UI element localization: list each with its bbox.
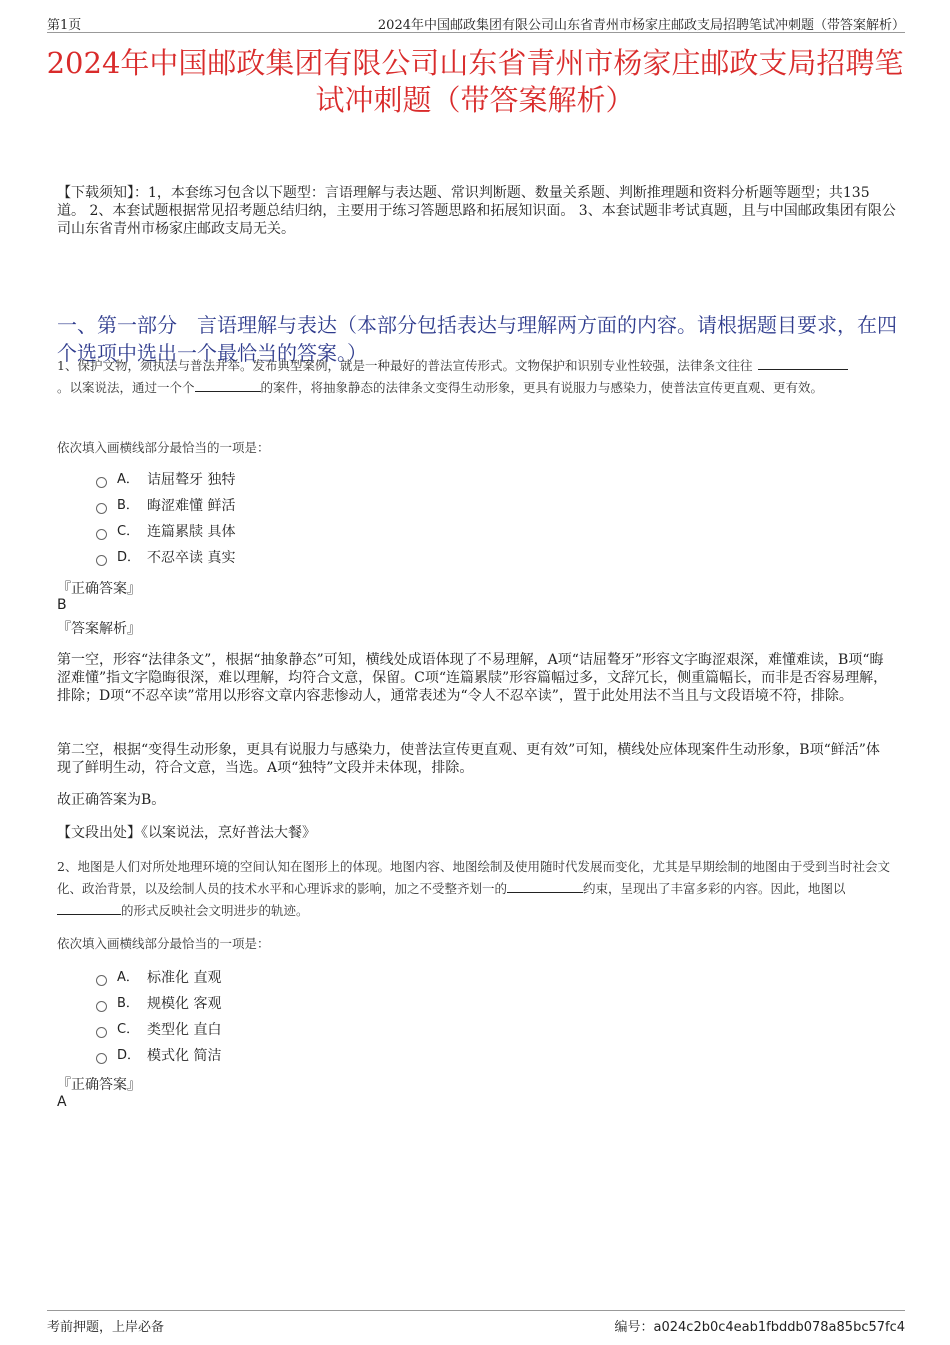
radio-button[interactable] [96,477,107,488]
radio-button[interactable] [96,1027,107,1038]
option-d[interactable]: D． 模式化 简洁 [96,1043,221,1069]
question-2-prompt: 依次填入画横线部分最恰当的一项是： [57,936,270,951]
analysis-source: 【文段出处】《以案说法，烹好普法大餐》 [57,825,316,841]
analysis-paragraph: 第一空，形容“法律条文”，根据“抽象静态”可知，横线处成语体现了不易理解，A项“诘屈聱牙”形容文字晦涩艰深，难懂难读，B项“晦涩难懂”指文字隐晦很深，难以理解，均符合文意，保留。C项“连篇累牍”形容篇幅过多，文辞冗长，侧重篇幅长，而非是否容易理解，排除；D项“不忍卒读”常用以形容文章内容悲惨动人，通常表述为“令人不忍卒读”，置于此处用法不当且与文段语境不符，排除。 [57,652,888,704]
footer-slogan: 考前押题，上岸必备 [47,1320,165,1335]
radio-button[interactable] [96,1001,107,1012]
option-a[interactable]: A． 诘屈聱牙 独特 [96,467,235,493]
page-number: 第1页 [47,18,82,33]
radio-button[interactable] [96,1053,107,1064]
section-heading: 一、第一部分 言语理解与表达（本部分包括表达与理解两方面的内容。请根据题目要求，在四个选项中选出一个最恰当的答案。） [57,313,897,365]
analysis-conclusion: 故正确答案为B。 [57,792,166,808]
question-2-text: 2、地图是人们对所处地理环境的空间认知在图形上的体现。地图内容、地图绘制及使用随时代发展而变化，尤其是早期绘制的地图由于受到当时社会文化、政治背景，以及绘制人员的技术水平和心理诉求的影响，加之不受整齐划一的 约束，呈现出了丰富多彩的内容。因此，地图以的形式反映社会文明进步的轨迹。 [57,859,890,918]
document-title: 2024年中国邮政集团有限公司山东省青州市杨家庄邮政支局招聘笔试冲刺题（带答案解析） [46,46,904,117]
option-d[interactable]: D． 不忍卒读 真实 [96,545,235,571]
option-b[interactable]: B． 晦涩难懂 鲜活 [96,493,235,519]
document-code: 编号：a024c2b0c4eab1fbddb078a85bc57fc4 [614,1320,905,1335]
fill-blank [507,879,583,893]
radio-button[interactable] [96,975,107,986]
fill-blank [758,356,848,370]
question-1-text: 1、保护文物，须执法与普法并举。发布典型案例，就是一种最好的普法宣传形式。文物保护和识别专业性较强，法律条文往往 。以案说法，通过一个个 的案件，将抽象静态的法律条文变得生动形象，更具有说服力与感染力，使普法宣传更直观、更有效。 [57,355,899,399]
option-c[interactable]: C． 连篇累牍 具体 [96,519,235,545]
analysis-label: 『答案解析』 [57,621,141,637]
radio-button[interactable] [96,529,107,540]
answer-label: 『正确答案』 [57,581,141,597]
page-header [47,12,905,33]
correct-answer: A [57,1094,67,1110]
option-c[interactable]: C． 类型化 直白 [96,1017,221,1043]
header-doc-title: 2024年中国邮政集团有限公司山东省青州市杨家庄邮政支局招聘笔试冲刺题（带答案解析） [377,18,905,33]
option-b[interactable]: B． 规模化 客观 [96,991,221,1017]
radio-button[interactable] [96,555,107,566]
download-notice: 【下载须知】：1，本套练习包含以下题型：言语理解与表达题、常识判断题、数量关系题、判断推理题和资料分析题等题型；共135道。 2、本套试题根据常见招考题总结归纳，主要用于练习答题思路和拓展知识面。 3、本套试题非考试真题，且与中国邮政集团有限公司山东省青州市杨家庄邮政支局无关。 [57,185,896,237]
radio-button[interactable] [96,503,107,514]
option-a[interactable]: A． 标准化 直观 [96,965,221,991]
answer-label: 『正确答案』 [57,1077,141,1093]
analysis-paragraph: 第二空，根据“变得生动形象，更具有说服力与感染力，使普法宣传更直观、更有效”可知，横线处应体现案件生动形象，B项“鲜活”体现了鲜明生动，符合文意，当选。A项“独特”文段并未体现，排除。 [57,742,880,776]
page-footer [47,1310,905,1341]
correct-answer: B [57,597,67,613]
question-1-prompt: 依次填入画横线部分最恰当的一项是： [57,440,270,455]
question-2-options [96,965,221,1069]
fill-blank [195,378,261,392]
fill-blank [57,901,121,915]
question-1-options [96,467,235,571]
